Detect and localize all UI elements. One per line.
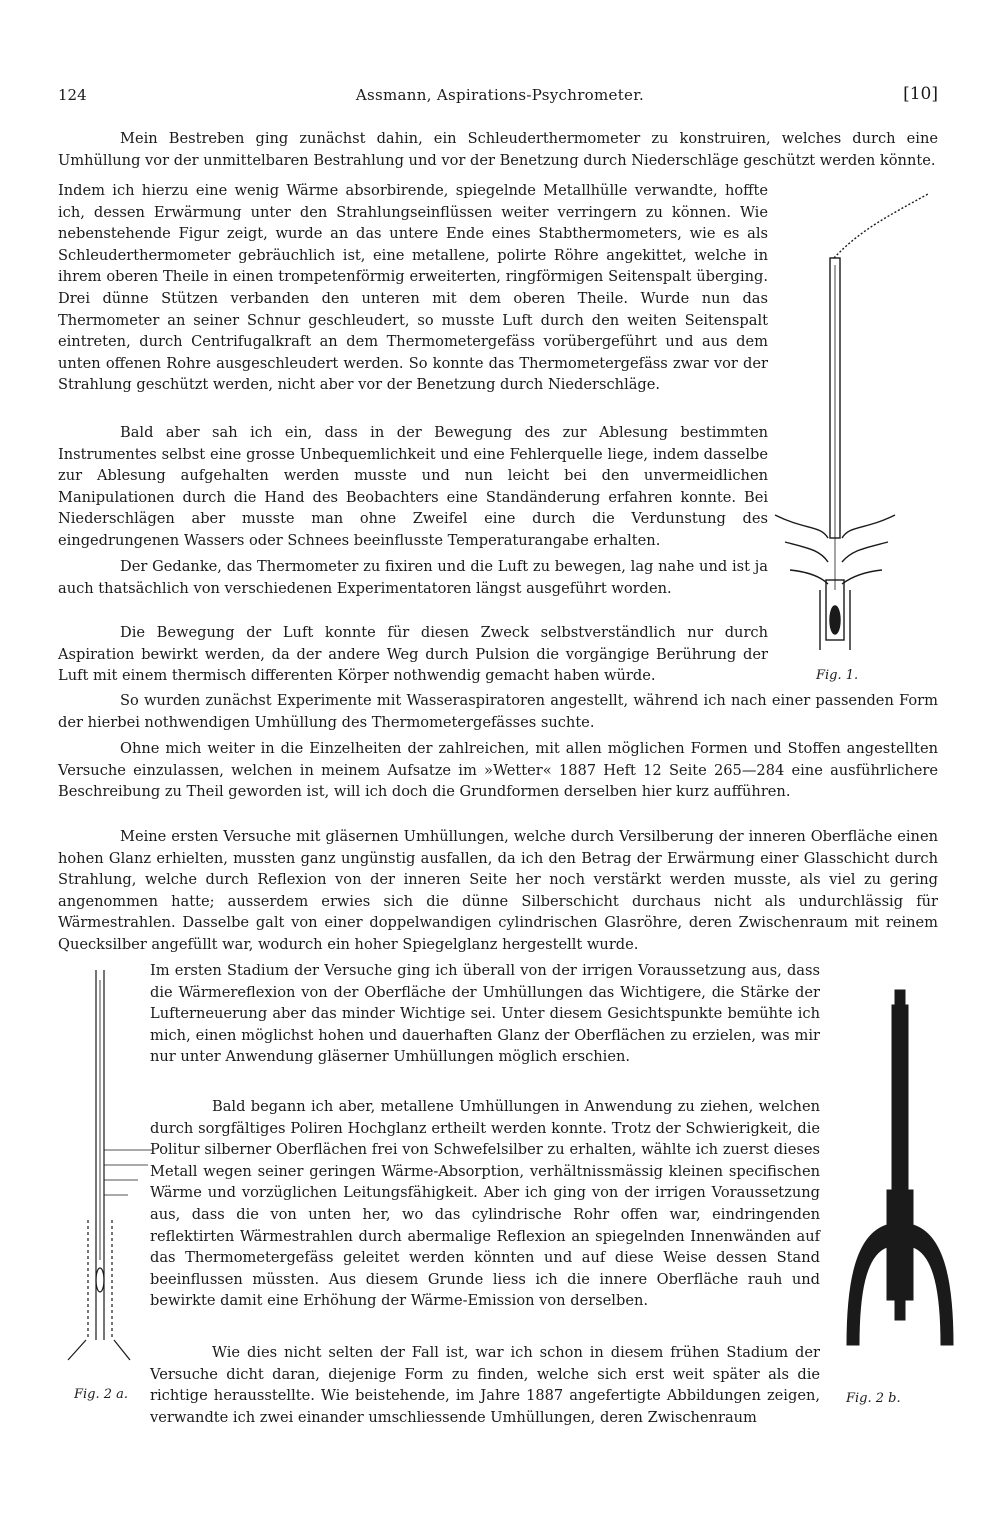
- paragraph-2: Indem ich hierzu eine wenig Wärme absorbirende, spiegelnde Metallhülle verwandte, hoffte ich, dessen Erwärmung unter den Strahlungseinflüssen weiter verringern zu können. Wie nebenstehende Figur zeigt, wurde an das untere Ende eines Stabthermometers, wie es als Schleuderthermometer gebräuchlich ist, eine metallene, polirte Röhre angekittet, welche in ihrem oberen Theile in einen trompetenförmig erweiterten, ringförmigen Seitenspalt überging. Drei dünne Stützen verbanden den unteren mit dem oberen Theile. Wurde nun das Thermometer an seiner Schnur geschleudert, so musste Luft durch den weiten Seitenspalt eintreten, durch Centrifugalkraft an dem Thermometergefäss vorübergeführt und aus dem unten offenen Rohre ausgeschleudert werden. So konnte das Thermometergefäss zwar vor der Strahlung geschützt werden, nicht aber vor der Benetzung durch Niederschläge.: [58, 182, 768, 394]
- figure-2b: [835, 985, 965, 1385]
- running-title: Assmann, Aspirations-Psychrometer.: [355, 86, 645, 104]
- fig2b-cap: [895, 990, 905, 1004]
- fig1-slit-upper-left: [775, 515, 828, 538]
- fig1-slit-upper-right: [842, 515, 895, 538]
- fig2b-tip: [895, 1300, 905, 1320]
- paragraph-10: Bald begann ich aber, metallene Umhüllungen in Anwendung zu ziehen, welchen durch sorgfältiges Poliren Hochglanz ertheilt werden konnte. Trotz der Schwierigkeit, die Politur silberner Oberflächen frei von Schwefelsilber zu erhalten, wählte ich zuerst dieses Metall wegen seiner geringen Wärme-Absorption, verhältnissmässig kleinen specifischen Wärme und vorzüglichen Leitungsfähigkeit. Aber ich ging von der irrigen Voraussetzung aus, dass die von unten her, wo das cylindrische Rohr offen war, eindringenden reflektirten Wärmestrahlen durch abermalige Reflexion an spiegelnden Innenwänden auf das Thermometergefäss geleitet werden könnten und auf diese Weise dessen Stand beeinflussen müssten. Aus diesem Grunde liess ich die innere Oberfläche rauh und bewirkte damit eine Erhöhung der Wärme-Emission von derselben.: [150, 1098, 820, 1310]
- paragraph-1: Mein Bestreben ging zunächst dahin, ein Schleuderthermometer zu konstruiren, welches durch eine Umhüllung vor der unmittelbaren Bestrahlung und vor der Benetzung durch Niederschläge geschützt werden könnte.: [58, 130, 938, 169]
- page-number: 124: [58, 86, 87, 104]
- bracket-number: [10]: [903, 84, 938, 104]
- paragraph-7: Ohne mich weiter in die Einzelheiten der zahlreichen, mit allen möglichen Formen und Stoffen angestellten Versuche einzulassen, welchen in meinem Aufsatze im »Wetter« 1887 Heft 12 Seite 265—284 eine ausführlichere Beschreibung zu Theil geworden ist, will ich doch die Grundformen derselben hier kurz aufführen.: [58, 740, 938, 801]
- fig1-cord: [834, 194, 928, 258]
- figure-1: [770, 180, 970, 680]
- paragraph-3: Bald aber sah ich ein, dass in der Bewegung des zur Ablesung bestimmten Instrumentes selbst eine grosse Unbequemlichkeit und eine Fehlerquelle liege, indem dasselbe zur Ablesung aufgehalten werden musste und nun leicht bei den unvermeidlichen Manipulationen durch die Hand des Beobachters eine Standänderung erfahren konnte. Bei Niederschlägen aber musste man ohne Zweifel eine durch die Verdunstung des eingedrungenen Wassers oder Schnees beeinflusste Temperaturangabe erhalten.: [58, 424, 768, 549]
- paragraph-11: Wie dies nicht selten der Fall ist, war ich schon in diesem frühen Stadium der Versuche dicht daran, diejenige Form zu finden, welche sich erst weit später als die richtige herausstellte. Wie beistehende, im Jahre 1887 angefertigte Abbildungen zeigen, verwandte ich zwei einander umschliessende Umhüllungen, deren Zwischenraum: [150, 1344, 820, 1426]
- fig2a-caption: Fig. 2 a.: [74, 1387, 129, 1402]
- figure-2a: [58, 960, 148, 1380]
- paragraph-6: So wurden zunächst Experimente mit Wasseraspiratoren angestellt, während ich nach einer passenden Form der hierbei nothwendigen Umhüllung des Thermometergefässes suchte.: [58, 692, 938, 731]
- paragraph-8: Meine ersten Versuche mit gläsernen Umhüllungen, welche durch Versilberung der inneren Oberfläche einen hohen Glanz erhielten, mussten ganz ungünstig ausfallen, da ich den Betrag der Erwärmung einer Glasschicht durch Strahlung, welche durch Reflexion von der inneren Seite her noch verstärkt werden musste, als viel zu gering angenommen hatte; ausserdem erwies sich die dünne Silberschicht durchaus nicht als undurchlässig für Wärmestrahlen. Dasselbe galt von einer doppelwandigen cylindrischen Glasröhre, deren Zwischenraum mit reinem Quecksilber angefüllt war, wodurch ein hoher Spiegelglanz hergestellt wurde.: [58, 828, 938, 953]
- fig2b-stem: [892, 1005, 908, 1190]
- fig1-bulb: [830, 606, 840, 634]
- fig2b-right-arm: [913, 1225, 953, 1345]
- fig2b-caption: Fig. 2 b.: [846, 1391, 901, 1406]
- fig2b-body: [887, 1190, 913, 1300]
- fig2b-left-arm: [847, 1225, 887, 1345]
- paragraph-5: Die Bewegung der Luft konnte für diesen Zweck selbstverständlich nur durch Aspiration bewirkt werden, da der andere Weg durch Pulsion die vorgängige Berührung der Luft mit einem thermisch differenten Körper nothwendig gemacht haben würde.: [58, 624, 768, 685]
- paragraph-9: Im ersten Stadium der Versuche ging ich überall von der irrigen Voraussetzung aus, dass die Wärmereflexion von der Oberfläche der Umhüllungen das Wichtigere, die Stärke der Lufterneuerung aber das minder Wichtige sei. Unter diesem Gesichtspunkte bemühte ich mich, einen möglichst hohen und dauerhaften Glanz der Oberflächen zu erzielen, was mir nur unter Anwendung gläserner Umhüllungen möglich erschien.: [150, 962, 820, 1066]
- paragraph-4: Der Gedanke, das Thermometer zu fixiren und die Luft zu bewegen, lag nahe und ist ja auch thatsächlich von verschiedenen Experimentatoren längst ausgeführt worden.: [58, 558, 768, 597]
- fig1-caption: Fig. 1.: [816, 668, 859, 683]
- fig2a-bulb: [96, 1268, 104, 1292]
